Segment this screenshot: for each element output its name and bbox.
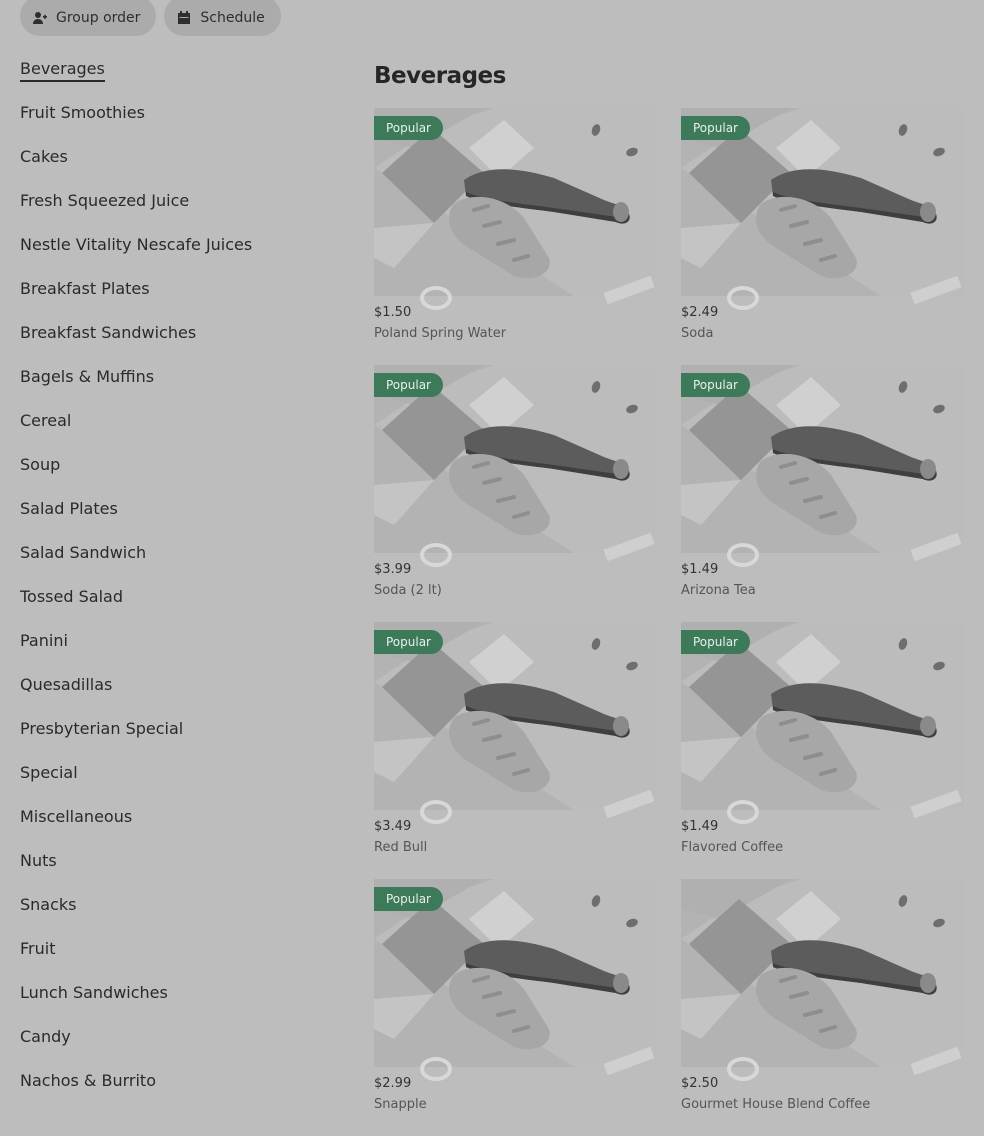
sidebar-item-beverages[interactable] <box>20 58 340 102</box>
sidebar-item-fruit[interactable] <box>20 938 340 982</box>
sidebar-item-label: Quesadillas <box>20 675 113 694</box>
menu-section <box>374 60 964 1136</box>
sidebar-item-candy[interactable] <box>20 1026 340 1070</box>
sidebar-item-label: Salad Plates <box>20 499 118 518</box>
sidebar-item-label: Soup <box>20 455 61 474</box>
menu-item-card[interactable] <box>681 365 964 622</box>
sidebar-item-nuts[interactable] <box>20 850 340 894</box>
sidebar-item-tossed-salad[interactable] <box>20 586 340 630</box>
sidebar-item-presbyterian-special[interactable] <box>20 718 340 762</box>
food-placeholder-icon <box>681 879 964 1067</box>
menu-item-image <box>374 108 657 296</box>
category-sidebar <box>20 58 340 1114</box>
sidebar-item-bagels-muffins[interactable] <box>20 366 340 410</box>
menu-item-name: Soda <box>681 326 714 341</box>
menu-item-card[interactable] <box>681 622 964 879</box>
menu-item-price: $2.49 <box>681 305 719 320</box>
sidebar-item-label: Lunch Sandwiches <box>20 983 168 1002</box>
sidebar-item-label: Nachos & Burrito <box>20 1071 156 1090</box>
menu-item-image <box>681 365 964 553</box>
sidebar-item-salad-sandwich[interactable] <box>20 542 340 586</box>
popular-badge: Popular <box>681 630 750 654</box>
schedule-label: Schedule <box>200 10 265 26</box>
menu-item-card[interactable] <box>681 879 964 1136</box>
menu-item-name: Flavored Coffee <box>681 840 784 855</box>
sidebar-item-salad-plates[interactable] <box>20 498 340 542</box>
menu-item-price: $2.99 <box>374 1076 412 1091</box>
popular-badge: Popular <box>374 373 443 397</box>
menu-grid <box>374 108 964 1136</box>
sidebar-item-label: Nuts <box>20 851 57 870</box>
sidebar-item-lunch-sandwiches[interactable] <box>20 982 340 1026</box>
sidebar-item-label: Fresh Squeezed Juice <box>20 191 190 210</box>
schedule-button[interactable] <box>164 0 280 36</box>
sidebar-item-panini[interactable] <box>20 630 340 674</box>
sidebar-item-label: Miscellaneous <box>20 807 133 826</box>
sidebar-item-cereal[interactable] <box>20 410 340 454</box>
popular-badge: Popular <box>681 373 750 397</box>
sidebar-item-label: Nestle Vitality Nescafe Juices <box>20 235 253 254</box>
section-title: Beverages <box>374 63 506 89</box>
menu-item-name: Snapple <box>374 1097 427 1112</box>
sidebar-item-quesadillas[interactable] <box>20 674 340 718</box>
menu-item-price: $1.50 <box>374 305 412 320</box>
calendar-icon <box>176 10 192 26</box>
menu-item-price: $2.50 <box>681 1076 719 1091</box>
sidebar-item-label: Special <box>20 763 78 782</box>
group-order-button[interactable] <box>20 0 156 36</box>
sidebar-item-label: Fruit <box>20 939 56 958</box>
menu-item-image <box>374 622 657 810</box>
sidebar-item-fresh-squeezed-juice[interactable] <box>20 190 340 234</box>
sidebar-item-label: Cereal <box>20 411 72 430</box>
sidebar-item-label: Breakfast Sandwiches <box>20 323 197 342</box>
menu-item-price: $3.99 <box>374 562 412 577</box>
sidebar-item-miscellaneous[interactable] <box>20 806 340 850</box>
menu-item-card[interactable] <box>374 879 657 1136</box>
sidebar-item-label: Beverages <box>20 58 105 82</box>
popular-badge: Popular <box>374 116 443 140</box>
menu-item-name: Arizona Tea <box>681 583 756 598</box>
menu-item-image <box>374 879 657 1067</box>
sidebar-item-label: Bagels & Muffins <box>20 367 155 386</box>
menu-item-card[interactable] <box>681 108 964 365</box>
sidebar-item-special[interactable] <box>20 762 340 806</box>
sidebar-item-label: Snacks <box>20 895 77 914</box>
sidebar-item-breakfast-sandwiches[interactable] <box>20 322 340 366</box>
sidebar-item-nachos-burrito[interactable] <box>20 1070 340 1114</box>
menu-item-image <box>681 879 964 1067</box>
sidebar-item-soup[interactable] <box>20 454 340 498</box>
menu-item-price: $3.49 <box>374 819 412 834</box>
menu-item-price: $1.49 <box>681 819 719 834</box>
sidebar-item-label: Breakfast Plates <box>20 279 150 298</box>
menu-item-image <box>374 365 657 553</box>
menu-item-price: $1.49 <box>681 562 719 577</box>
sidebar-item-breakfast-plates[interactable] <box>20 278 340 322</box>
sidebar-item-label: Salad Sandwich <box>20 543 147 562</box>
menu-item-name: Gourmet House Blend Coffee <box>681 1097 871 1112</box>
sidebar-item-fruit-smoothies[interactable] <box>20 102 340 146</box>
menu-item-image <box>681 108 964 296</box>
popular-badge: Popular <box>374 887 443 911</box>
menu-item-card[interactable] <box>374 622 657 879</box>
sidebar-item-nestle-vitality-nescafe-juices[interactable] <box>20 234 340 278</box>
sidebar-item-label: Cakes <box>20 147 68 166</box>
group-order-label: Group order <box>56 10 141 26</box>
menu-item-card[interactable] <box>374 365 657 622</box>
menu-item-name: Poland Spring Water <box>374 326 507 341</box>
sidebar-item-label: Tossed Salad <box>20 587 123 606</box>
menu-item-name: Soda (2 lt) <box>374 583 442 598</box>
menu-item-name: Red Bull <box>374 840 428 855</box>
menu-item-image <box>681 622 964 810</box>
top-action-buttons <box>20 0 281 36</box>
sidebar-item-label: Presbyterian Special <box>20 719 184 738</box>
add-person-icon <box>32 10 48 26</box>
popular-badge: Popular <box>681 116 750 140</box>
sidebar-item-cakes[interactable] <box>20 146 340 190</box>
menu-item-card[interactable] <box>374 108 657 365</box>
sidebar-item-label: Candy <box>20 1027 71 1046</box>
sidebar-item-snacks[interactable] <box>20 894 340 938</box>
sidebar-item-label: Panini <box>20 631 68 650</box>
sidebar-item-label: Fruit Smoothies <box>20 103 145 122</box>
popular-badge: Popular <box>374 630 443 654</box>
